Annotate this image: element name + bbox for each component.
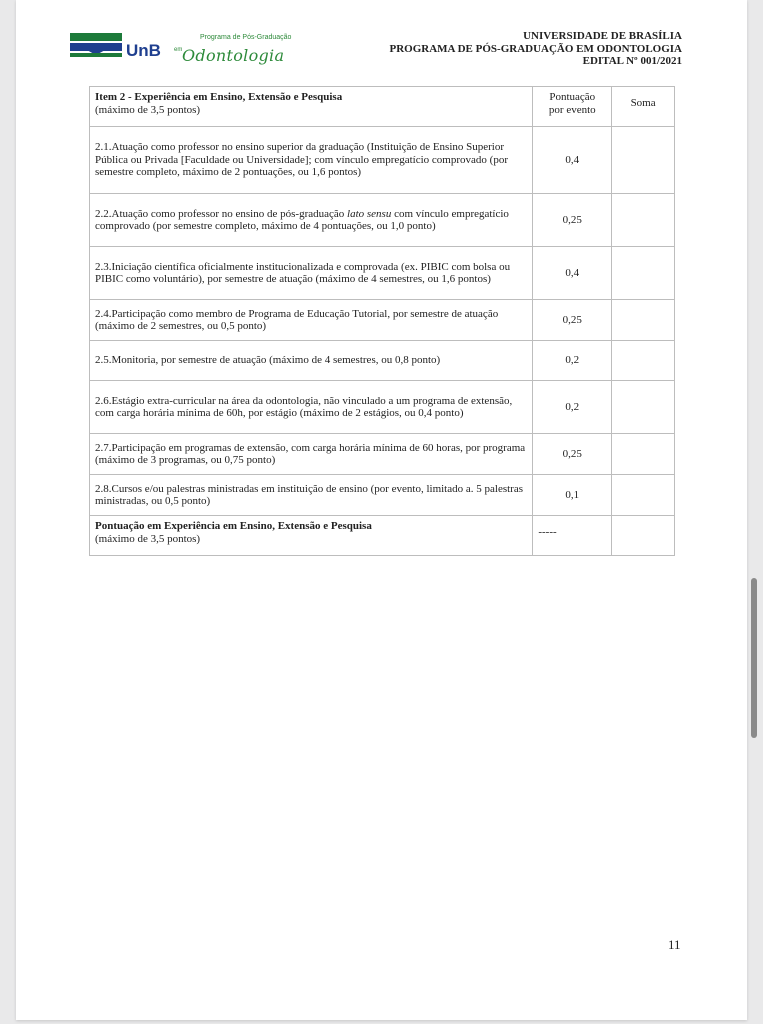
table-header-row xyxy=(90,87,675,127)
row-points: 0,2 xyxy=(533,381,612,434)
logo-em-text: em xyxy=(174,47,183,53)
row-points: 0,4 xyxy=(533,127,612,194)
table-title-cell xyxy=(90,87,533,127)
row-sum-input[interactable] xyxy=(612,381,675,434)
table-row xyxy=(90,247,675,300)
row-description: 2.5.Monitoria, por semestre de atuação (máximo de 4 semestres, ou 0,8 ponto) xyxy=(90,341,533,381)
row-sum-input[interactable] xyxy=(612,194,675,247)
scrollbar-thumb[interactable] xyxy=(751,578,757,738)
header-program: PROGRAMA DE PÓS-GRADUAÇÃO EM ODONTOLOGIA xyxy=(389,42,682,55)
row-description: 2.3.Iniciação científica oficialmente institucionalizada e comprovada (ex. PIBIC com bolsa ou PIBIC como voluntário), por semestre de atuação (máximo de 4 semestres, ou 1,6 pontos) xyxy=(90,247,533,300)
logo-program-text: Programa de Pós-Graduação xyxy=(200,34,292,41)
row-points: 0,1 xyxy=(533,475,612,516)
row-description: 2.4.Participação como membro de Programa de Educação Tutorial, por semestre de atuação (máximo de 2 semestres, ou 0,5 ponto) xyxy=(90,300,533,341)
table-row xyxy=(90,127,675,194)
table-subtitle: (máximo de 3,5 pontos) xyxy=(95,103,201,116)
unb-emblem-icon xyxy=(70,33,126,63)
row-description: 2.6.Estágio extra-curricular na área da odontologia, não vinculado a um programa de extensão, com carga horária mínima de 60h, por estágio (máximo de 2 estágios, ou 0,4 ponto) xyxy=(90,381,533,434)
row-points: 0,25 xyxy=(533,300,612,341)
row-points: 0,4 xyxy=(533,247,612,300)
row-sum-input[interactable] xyxy=(612,127,675,194)
table-row xyxy=(90,434,675,475)
total-points-value: ----- xyxy=(538,526,557,538)
table-row xyxy=(90,341,675,381)
row-points: 0,25 xyxy=(533,434,612,475)
row-description: 2.8.Cursos e/ou palestras ministradas em instituição de ensino (por evento, limitado a. 5 palestras ministradas, ou 0,5 ponto) xyxy=(90,475,533,516)
sum-header-cell xyxy=(612,87,675,127)
points-header-line2: por evento xyxy=(548,103,596,116)
points-header-line1: Pontuação xyxy=(549,91,596,103)
table-row xyxy=(90,194,675,247)
table-row xyxy=(90,381,675,434)
total-title: Pontuação em Experiência em Ensino, Extensão e Pesquisa xyxy=(95,520,372,532)
logo-odontologia-text: Odontologia xyxy=(182,46,285,65)
row-description: 2.2.Atuação como professor no ensino de pós-graduação lato sensu com vínculo empregatício comprovado (por semestre completo, máximo de 4 pontuações, ou 1,0 ponto) xyxy=(90,194,533,247)
document-header xyxy=(389,30,682,68)
row-sum-input[interactable] xyxy=(612,475,675,516)
row-points: 0,2 xyxy=(533,341,612,381)
points-header-cell xyxy=(533,87,612,127)
total-subtitle: (máximo de 3,5 pontos) xyxy=(95,532,201,545)
sum-header: Soma xyxy=(630,97,656,109)
row-points: 0,25 xyxy=(533,194,612,247)
logo-unb-text: UnB xyxy=(126,41,161,60)
row-sum-input[interactable] xyxy=(612,247,675,300)
table-row xyxy=(90,475,675,516)
table-row xyxy=(90,300,675,341)
row-sum-input[interactable] xyxy=(612,434,675,475)
unb-logo xyxy=(70,33,292,73)
page-number: 11 xyxy=(668,937,681,952)
total-points xyxy=(533,516,612,556)
row-sum-input[interactable] xyxy=(612,341,675,381)
row-description: 2.7.Participação em programas de extensão, com carga horária mínima de 60 horas, por programa (máximo de 3 programas, ou 0,75 ponto) xyxy=(90,434,533,475)
total-description xyxy=(90,516,533,556)
row-sum-input[interactable] xyxy=(612,300,675,341)
row-description: 2.1.Atuação como professor no ensino superior da graduação (Instituição de Ensino Superior Pública ou Privada [Faculdade ou Universidade]; com vínculo empregatício comprovado (por semestre completo, máximo de 2 pontuações, ou 1,6 pontos) xyxy=(90,127,533,194)
header-edital: EDITAL Nº 001/2021 xyxy=(582,55,682,67)
total-sum-input[interactable] xyxy=(612,516,675,556)
table-total-row xyxy=(90,516,675,556)
header-university: UNIVERSIDADE DE BRASÍLIA xyxy=(523,30,682,42)
table-title: Item 2 - Experiência em Ensino, Extensão e Pesquisa xyxy=(95,91,343,103)
scoring-table xyxy=(89,86,675,556)
